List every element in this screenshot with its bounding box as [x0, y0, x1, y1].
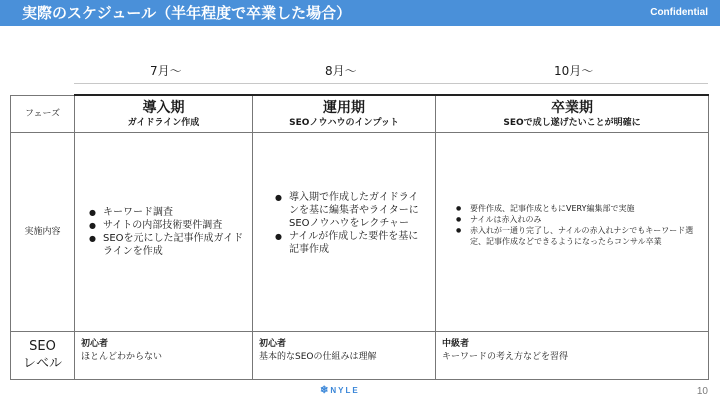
- content-cell-introduction: [75, 132, 253, 331]
- company-logo: [320, 384, 360, 398]
- phase-name: 運用期: [323, 99, 365, 116]
- phase-cell-introduction: [75, 95, 253, 132]
- level-row-label: SEO レベル: [11, 331, 75, 379]
- month-label-august: 8月～: [325, 64, 357, 78]
- content-row-label: 実施内容: [11, 132, 75, 331]
- schedule-table: [10, 94, 709, 380]
- page-number: 10: [696, 386, 708, 397]
- list-item: ● 赤入れが一通り完了し、ナイルの赤入れナシでもキーワード選定、記事作成などできるようになったらコンサル卒業: [470, 225, 698, 247]
- phase-cell-graduation: [436, 95, 709, 132]
- content-cell-graduation: [436, 132, 709, 331]
- level-description: キーワードの考え方などを習得: [442, 351, 569, 362]
- list-item: ● キーワード調査: [103, 206, 246, 219]
- month-label-july: 7月～: [150, 64, 182, 78]
- level-cell-graduation: [436, 331, 709, 379]
- list-item: ● 要件作成、記事作成ともにVERY編集部で実施: [470, 203, 698, 214]
- month-label-october: 10月～: [554, 64, 594, 78]
- level-name: 中級者: [442, 338, 470, 349]
- confidential-label: Confidential: [650, 7, 708, 18]
- header-bar: [0, 0, 720, 26]
- phase-row-label: フェーズ: [11, 95, 75, 132]
- level-description: 基本的なSEOの仕組みは理解: [259, 351, 377, 362]
- phase-subtitle: SEOで成し遂げたいことが明確に: [503, 117, 641, 128]
- list-item: ● ナイルが作成した要件を基に記事作成: [289, 230, 425, 256]
- level-name: 初心者: [259, 338, 287, 349]
- phase-name: 導入期: [142, 99, 185, 116]
- list-item: ● サイトの内部技術要件調査: [103, 219, 246, 232]
- phase-subtitle: SEOノウハウのインプット: [289, 117, 399, 128]
- list-item: ● SEOを元にした記事作成ガイドラインを作成: [103, 232, 246, 258]
- list-item: ● ナイルは赤入れのみ: [470, 214, 698, 225]
- slide-title: 実際のスケジュール（半年程度で卒業した場合）: [22, 4, 352, 22]
- level-cell-operation: [253, 331, 436, 379]
- phase-subtitle: ガイドライン作成: [127, 117, 200, 128]
- phase-cell-operation: [253, 95, 436, 132]
- phase-row: [11, 95, 709, 132]
- content-row: [11, 132, 709, 331]
- level-description: ほとんどわからない: [81, 351, 163, 362]
- content-cell-operation: [253, 132, 436, 331]
- timeline-line: [74, 83, 708, 84]
- level-cell-introduction: [75, 331, 253, 379]
- snowflake-icon: ❄: [320, 385, 329, 396]
- level-name: 初心者: [81, 338, 109, 349]
- level-row: [11, 331, 709, 379]
- list-item: ● 導入期で作成したガイドラインを基に編集者やライターにSEOノウハウをレクチャー: [289, 191, 425, 230]
- phase-name: 卒業期: [551, 99, 593, 116]
- logo-text: NYLE: [330, 386, 360, 395]
